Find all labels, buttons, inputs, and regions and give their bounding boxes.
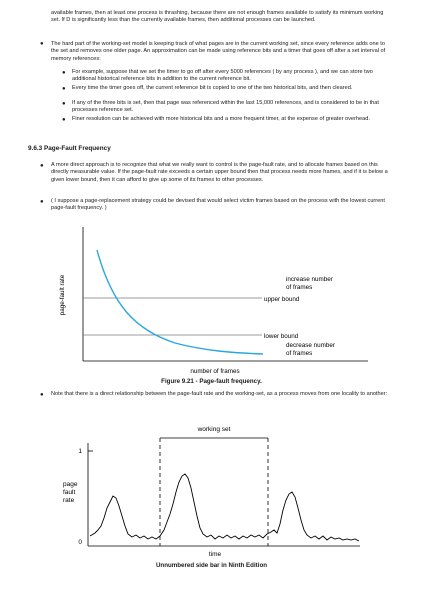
page-fault-curve [97,250,263,354]
bullet-dot: ● [40,392,44,398]
page-fault-frequency-figure [50,225,380,377]
sub-bullet-dot: ● [62,101,66,107]
y-label-line-2: fault [63,489,76,496]
increase-label-1: increase number [286,276,333,283]
sub-bullet-text: If any of the three bits is set, then that page was referenced within the last 15,000 references, and is considered to be in that processes reference set. [72,100,379,114]
figure2-caption: Unnumbered side bar in Ninth Edition [155,562,268,569]
pff-bullet-text: A more direct approach is to recognize that what we really want to control is the page-fault rate, and to allocate frames based on this directly measurable value. If the page-fault rate exceeds a certain upper bound then that process needs more frames, and if it is below a given lower bound, then it can afford to give up some of its frames to other processes. [51,162,388,183]
y-label-line-3: rate [63,497,75,504]
intro-paragraph: available frames, then at least one process is thrashing, because there are not enough frames available to satisfy its minimum working set. If D is significantly less than the currently available frames, then additional processes can be launched. [51,10,384,24]
sub-bullet-dot: ● [62,117,66,123]
sub-bullet-dot: ● [62,86,66,92]
y-tick-label-1: 1 [78,448,82,455]
working-set-label: working set [197,426,231,433]
y-axis-label: page-fault rate [59,274,66,316]
x-axis-label: time [208,551,222,558]
bullet-dot: ● [40,41,44,47]
page-fault-rate-line [90,474,359,541]
bullet-dot: ● [40,199,44,205]
y-tick-label-0: 0 [78,539,82,546]
relation-bullet-text: Note that there is a direct relationship between the page-fault rate and the working-set, as a process moves from one locality to another: [51,391,388,397]
sub-bullet-text: Finer resolution can be achieved with more historical bits and a more frequent timer, at the expense of greater overhead. [72,116,370,122]
section-heading: 9.6.3 Page-Fault Frequency [28,145,111,152]
upper-bound-label: upper bound [264,296,300,303]
sub-bullet-text: Every time the timer goes off, the current reference bit is copied to one of the two historical bits, and then cleared. [72,85,353,91]
y-label-line-1: page [63,481,78,488]
ws-bullet-text: The hard part of the working-set model is keeping track of what pages are in the current working set, since every reference adds one to the set and removes one older page. An approximation can be made using reference bits and a timer that goes off after a set interval of memory references: [51,41,386,62]
sub-bullet-dot: ● [62,70,66,76]
decrease-label-2: of frames [286,350,313,357]
decrease-label-1: decrease number [286,342,336,349]
increase-label-2: of frames [286,284,313,291]
bullet-dot: ● [40,163,44,169]
x-axis-label: number of frames [190,368,240,375]
pff-bullet-text: ( I suppose a page-replacement strategy could be devised that would select victim frames based on the process with the lowest current page-fault frequency. ) [51,198,385,212]
working-set-figure [60,418,370,558]
figure1-caption: Figure 9.21 - Page-fault frequency. [161,378,262,385]
sub-bullet-text: For example, suppose that we set the timer to go off after every 5000 references ( by any process ), and we can store two additional historical reference bits in addition to the current reference bit. [72,69,373,83]
lower-bound-label: lower bound [264,333,299,340]
